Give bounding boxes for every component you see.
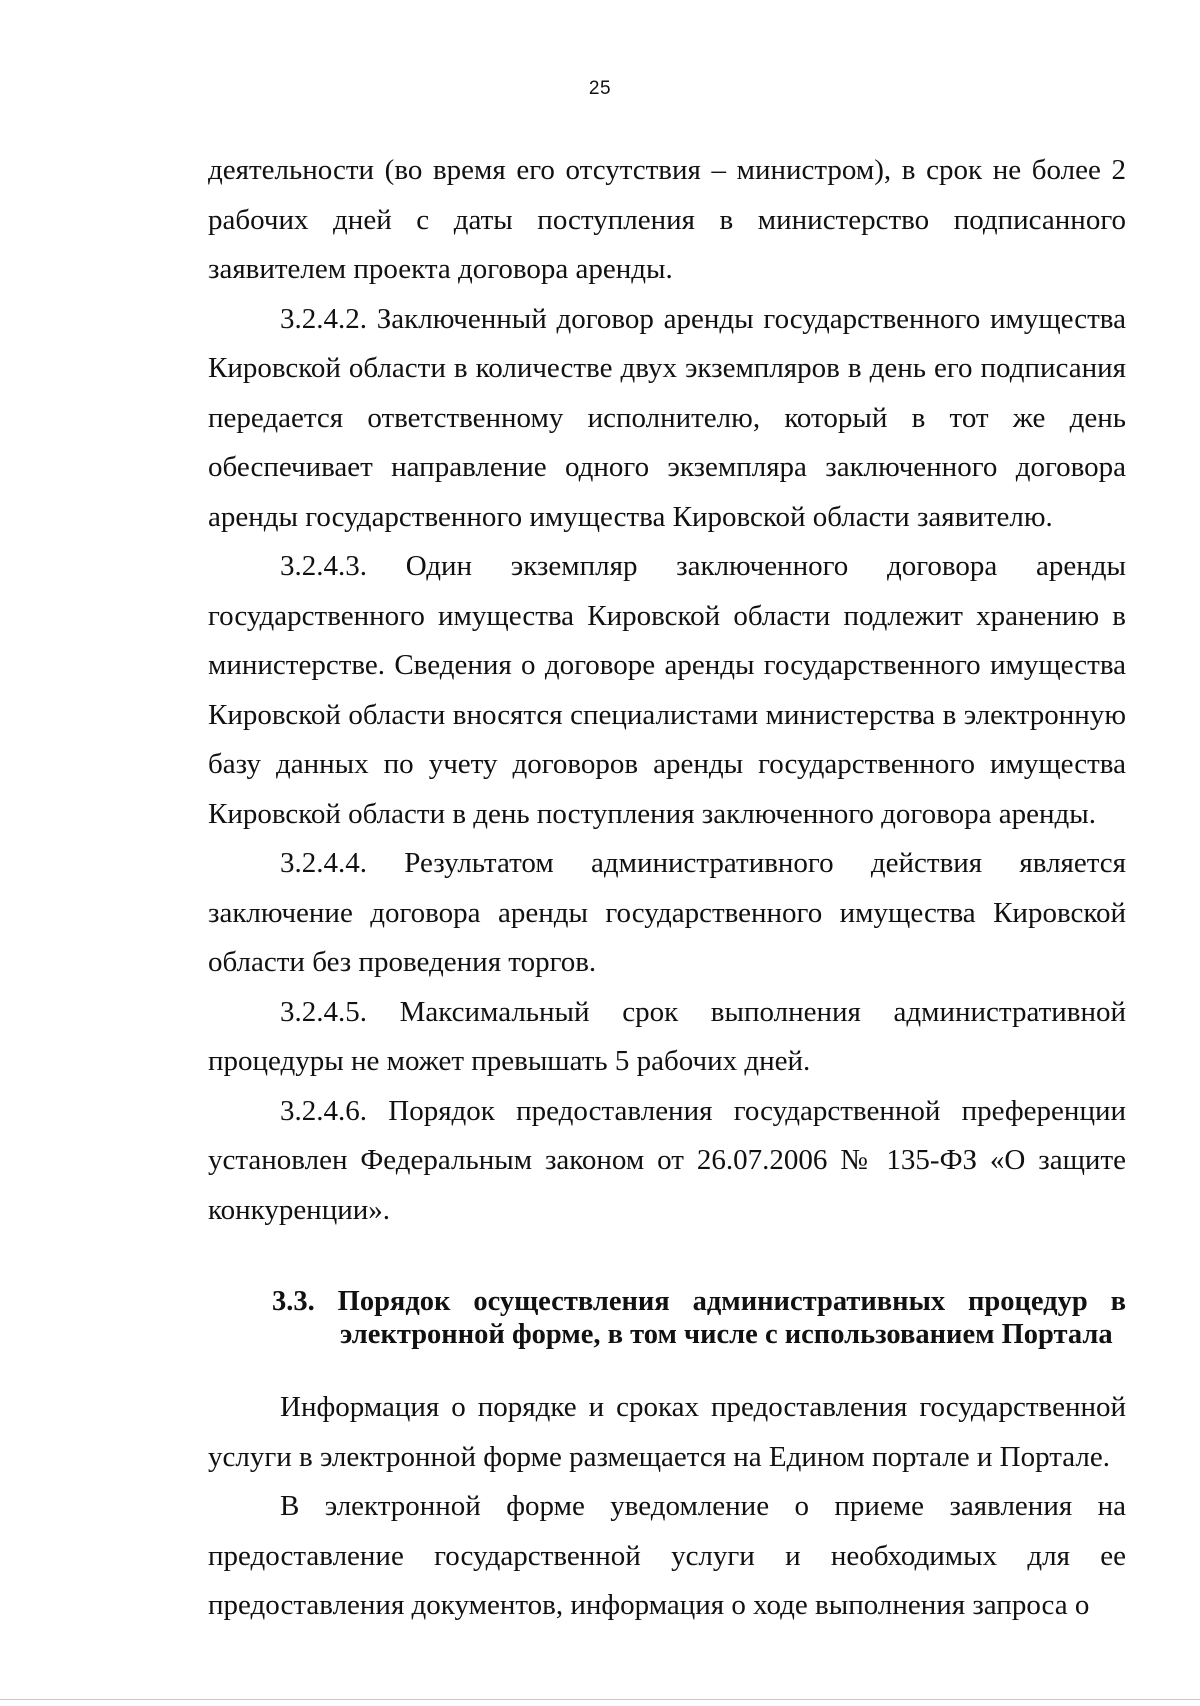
paragraph-3-2-4-2: 3.2.4.2. Заключенный договор аренды государственного имущества Кировской области в количестве двух экземпляров в день его подписания передается ответственному исполнителю, который в тот же день обеспечивает направление одного экземпляра заключенного договора аренды государственного имущества Кировской области заявителю.: [208, 302, 1126, 533]
page-number: 25: [588, 78, 612, 99]
section-heading-3-3: 3.3. Порядок осуществления административных процедур в электронной форме, в том числе с использованием Портала: [272, 1286, 1126, 1350]
paragraph-3-2-4-3: 3.2.4.3. Один экземпляр заключенного договора аренды государственного имущества Кировской области подлежит хранению в министерстве. Сведения о договоре аренды государственного имущества Кировской области вносятся специалистами министерства в электронную базу данных по учету договоров аренды государственного имущества Кировской области в день поступления заключенного договора аренды.: [208, 550, 1126, 830]
paragraph-continuation: деятельности (во время его отсутствия – министром), в срок не более 2 рабочих дней с даты поступления в министерство подписанного заявителем проекта договора аренды.: [208, 154, 1126, 285]
paragraph-info-portal: Информация о порядке и сроках предоставления государственной услуги в электронной форме размещается на Едином портале и Портале.: [208, 1391, 1126, 1473]
paragraph-3-2-4-5: 3.2.4.5. Максимальный срок выполнения административной процедуры не может превышать 5 рабочих дней.: [208, 995, 1126, 1077]
scan-edge-line: [0, 1699, 1200, 1700]
paragraph-3-2-4-4: 3.2.4.4. Результатом административного действия является заключение договора аренды государственного имущества Кировской области без проведения торгов.: [208, 847, 1126, 978]
paragraph-3-2-4-6: 3.2.4.6. Порядок предоставления государственной преференции установлен Федеральным законом от 26.07.2006 № 135-ФЗ «О защите конкуренции».: [208, 1094, 1126, 1226]
document-body: [208, 146, 1126, 1631]
paragraph-electronic-notice: В электронной форме уведомление о приеме заявления на предоставление государственной услуги и необходимых для ее предоставления документов, информация о ходе выполнения запроса о: [208, 1490, 1126, 1621]
